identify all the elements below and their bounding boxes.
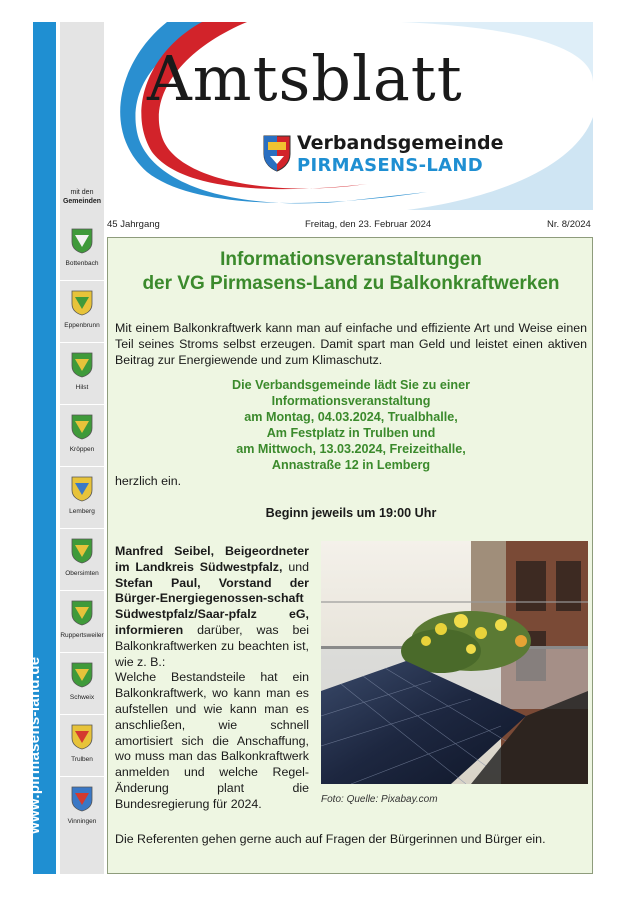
municipality-crest-item [60, 414, 104, 453]
crest-divider [60, 342, 104, 343]
municipalities-column [60, 22, 104, 874]
speaker-1: Manfred Seibel, Beigeordneter im Landkreis Südwestpfalz, [115, 544, 309, 574]
crest-divider [60, 404, 104, 405]
municipality-crest-item [60, 662, 104, 701]
municipal-coat-of-arms-icon [71, 414, 93, 440]
invite-line: am Montag, 04.03.2024, Trualbhalle, [244, 410, 458, 424]
municipality-name: Hilst [75, 384, 89, 391]
invite-line: Informationsveranstaltung [271, 394, 431, 408]
municipal-coat-of-arms-icon [71, 352, 93, 378]
speakers-rest: darüber, was bei Balkonkraftwerken zu beachten ist, wie z. B.: [115, 622, 309, 669]
invite-line: Am Festplatz in Trulben und [266, 426, 436, 440]
municipal-coat-of-arms-icon [71, 476, 93, 502]
article-headline [108, 248, 594, 296]
invite-line: Annastraße 12 in Lemberg [271, 458, 431, 472]
municipality-name: Trulben [71, 756, 93, 763]
municipality-name: Vinningen [67, 818, 97, 825]
municipality-name: Schweix [69, 694, 95, 701]
sidebar-url-bar [26, 22, 56, 874]
crest-divider [60, 528, 104, 529]
herzlich-ein-text: herzlich ein. [115, 474, 182, 488]
mit-den-text: mit den [70, 189, 94, 196]
municipal-coat-of-arms-icon [71, 538, 93, 564]
headline-line-1: Informationsveranstaltungen [220, 249, 482, 270]
municipal-coat-of-arms-icon [71, 786, 93, 812]
mit-den-gemeinden-label [60, 188, 104, 206]
municipality-crest-item [60, 724, 104, 763]
municipal-coat-of-arms-icon [71, 662, 93, 688]
municipal-coat-of-arms-icon [71, 290, 93, 316]
invite-line: Die Verbandsgemeinde lädt Sie zu einer [232, 378, 470, 392]
masthead-title: Amtsblatt [147, 42, 463, 115]
speaker-2: Stefan Paul, Vorstand der Bürger-Energiegenossen-schaft Südwestpfalz/Saar-pfalz eG, informieren [115, 575, 309, 637]
issue-jahrgang: 45 Jahrgang [107, 219, 160, 230]
municipal-coat-of-arms-icon [71, 600, 93, 626]
issue-date: Freitag, den 23. Februar 2024 [305, 219, 432, 230]
municipality-name: Kröppen [69, 446, 95, 453]
solar-balcony-photo [321, 541, 588, 784]
municipality-crest-item [60, 600, 104, 639]
closing-paragraph: Die Referenten gehen gerne auch auf Fragen der Bürgerinnen und Bürger ein. [115, 832, 546, 846]
municipality-name: Ruppertsweiler [60, 632, 104, 639]
speakers-paragraph [115, 544, 309, 813]
municipality-name: Bottenbach [65, 260, 99, 267]
municipality-name: Obersimten [65, 570, 99, 577]
masthead [107, 22, 593, 210]
crest-divider [60, 590, 104, 591]
municipality-crest-item [60, 476, 104, 515]
crest-divider [60, 652, 104, 653]
speakers-und: und [288, 559, 309, 574]
verbandsgemeinde-label: Verbandsgemeinde [297, 132, 504, 154]
gemeinden-text: Gemeinden [62, 198, 102, 205]
crest-divider [60, 280, 104, 281]
municipality-crest-item [60, 786, 104, 825]
municipality-name: Lemberg [69, 508, 95, 515]
pirmasens-land-label: PIRMASENS-LAND [297, 155, 483, 176]
article-box [107, 237, 593, 874]
municipality-crest-item [60, 228, 104, 267]
issue-number: Nr. 8/2024 [547, 219, 591, 230]
headline-line-2: der VG Pirmasens-Land zu Balkonkraftwerken [142, 273, 560, 294]
municipality-crest-item [60, 538, 104, 577]
invite-line: am Mittwoch, 13.03.2024, Freizeithalle, [236, 442, 466, 456]
municipality-crest-item [60, 290, 104, 329]
municipal-coat-of-arms-icon [71, 228, 93, 254]
questions-paragraph: Welche Bestandsteile hat ein Balkonkraftwerk, wo kann man es aufstellen und wie kann man es anschließen, wie schnell amortisiert sich die Anschaffung, wo muss man das Balkonkraftwerk anmelden und welche Regel-Änderung plant die Bundesregierung für 2024. [115, 670, 309, 811]
municipal-coat-of-arms-icon [71, 724, 93, 750]
municipality-name: Eppenbrunn [64, 322, 100, 329]
vg-coat-of-arms-icon [262, 134, 292, 172]
crest-divider [60, 714, 104, 715]
crest-divider [60, 776, 104, 777]
crest-divider [60, 466, 104, 467]
photo-caption: Foto: Quelle: Pixabay.com [321, 794, 438, 805]
invitation-block [108, 377, 594, 473]
website-url[interactable]: www.pirmasens-land.de [26, 656, 43, 834]
municipality-crest-item [60, 352, 104, 391]
start-time: Beginn jeweils um 19:00 Uhr [265, 506, 437, 520]
intro-paragraph: Mit einem Balkonkraftwerk kann man auf einfache und effiziente Art und Weise einen Teil seines Stroms selbst erzeugen. Damit spart man Geld und leistet einen aktiven Beitrag zur Energiewende und zum Klimaschutz. [115, 321, 587, 367]
